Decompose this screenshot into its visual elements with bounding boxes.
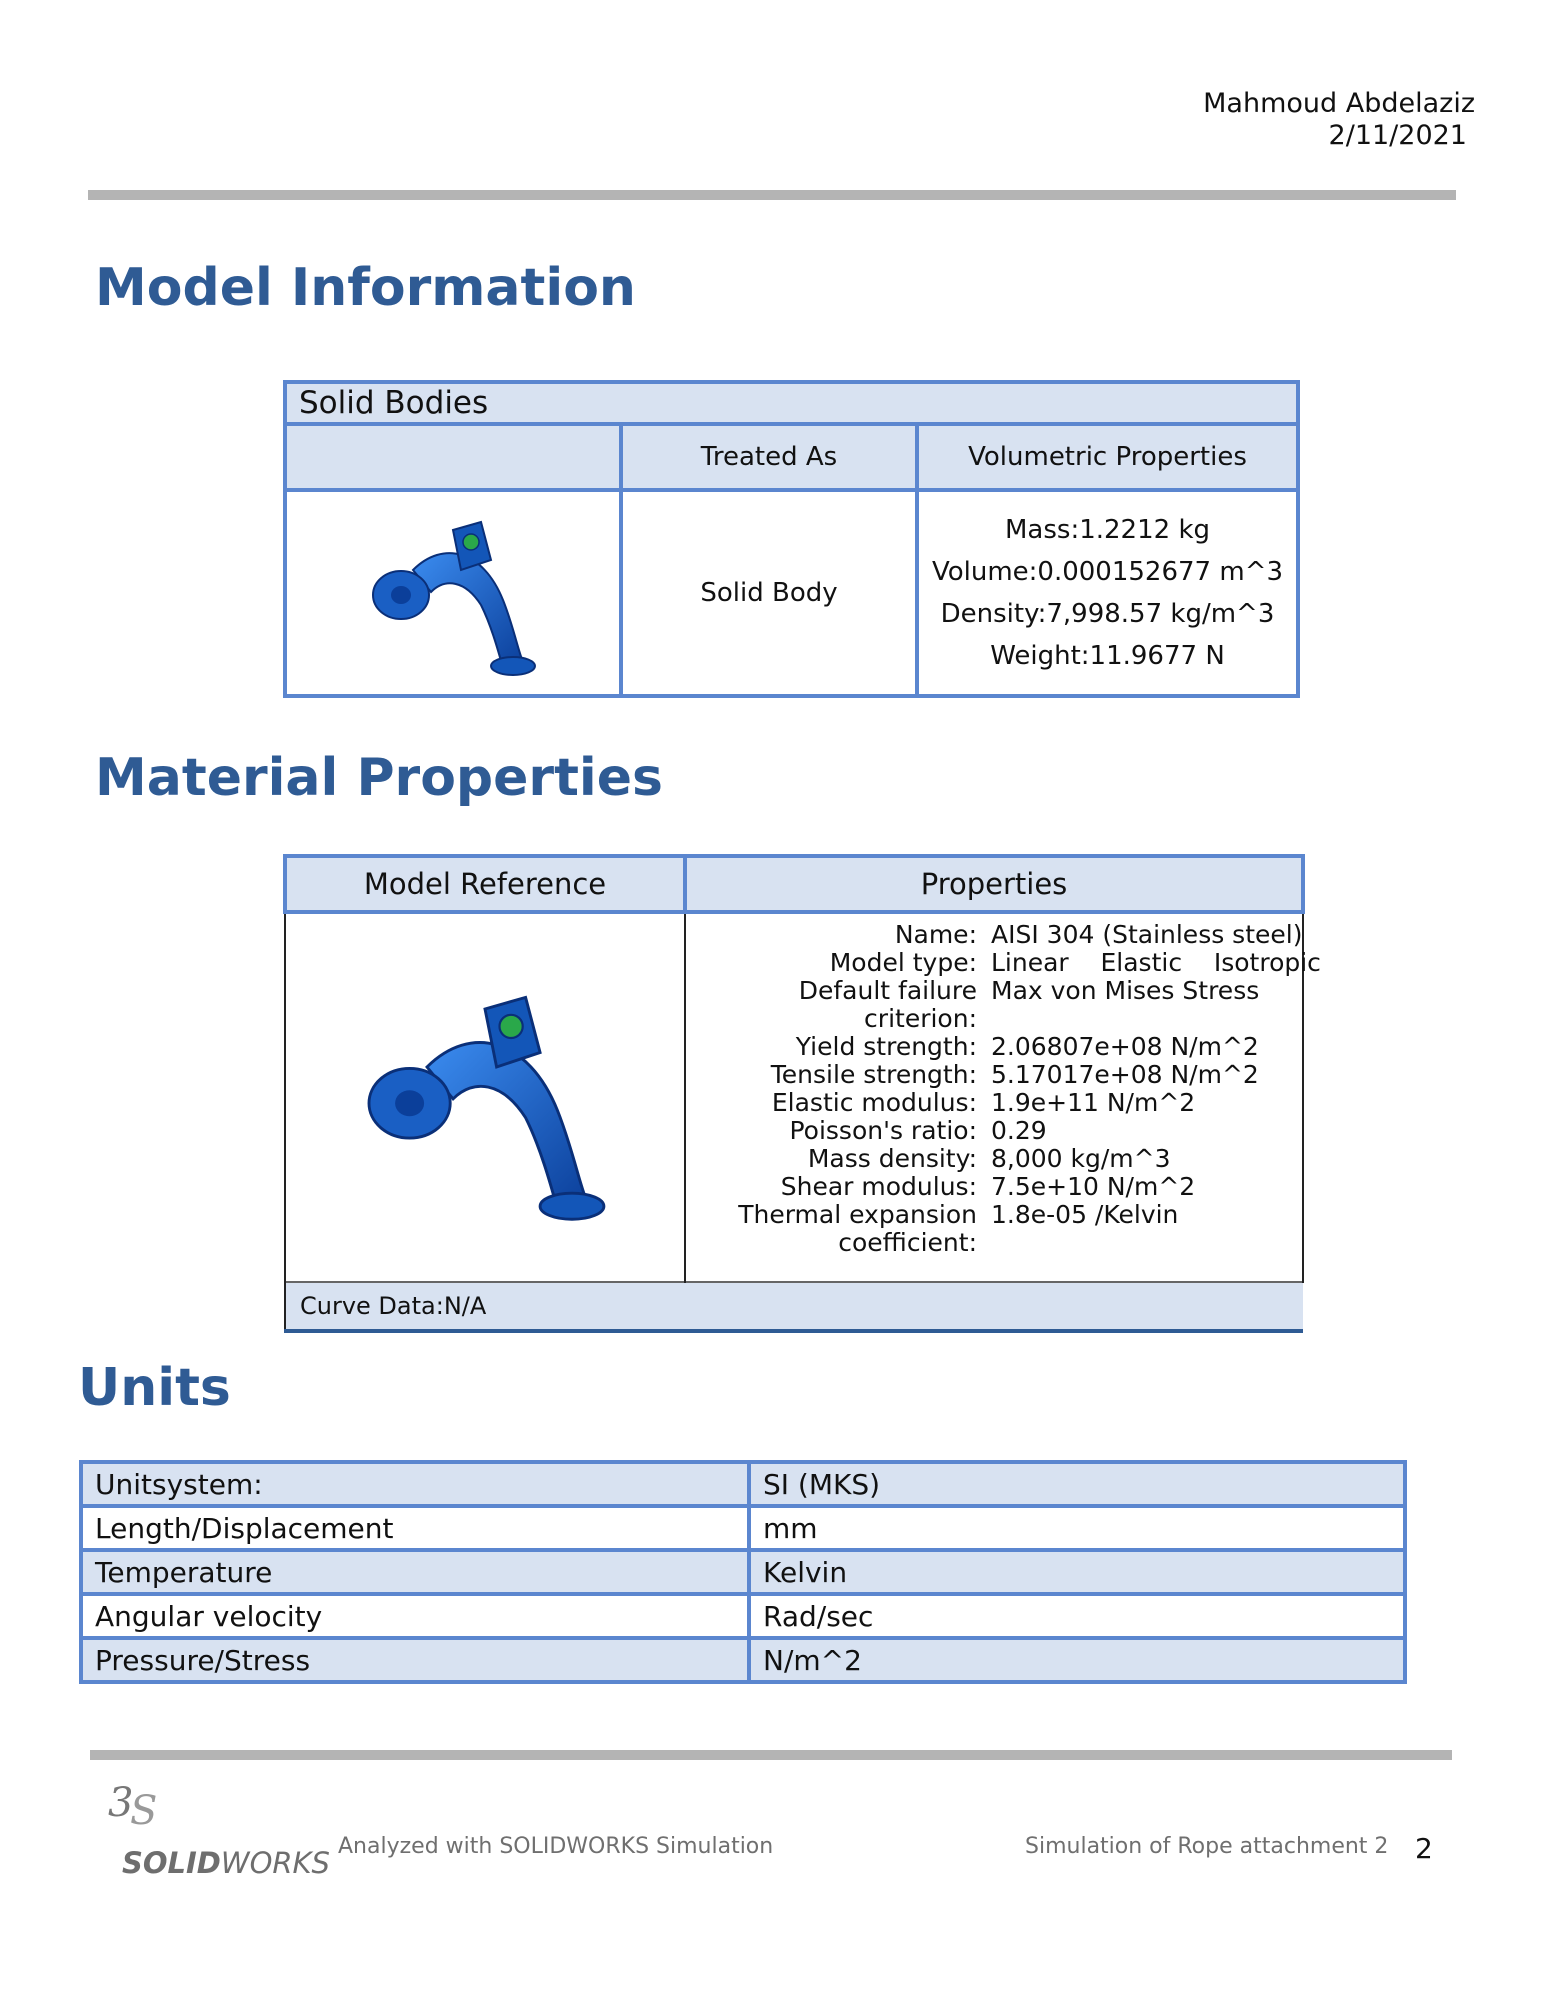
property-label: Elastic modulus: [771,1088,977,1117]
unit-label: Length/Displacement [81,1506,749,1550]
logo-text-light: WORKS [220,1846,330,1880]
property-value: 1.9e+11 N/m^2 [991,1088,1196,1117]
report-author: Mahmoud Abdelaziz [1203,88,1475,119]
col-header-treated-as: Treated As [621,424,917,490]
volume-value: Volume:0.000152677 m^3 [931,557,1284,587]
units-row [81,1550,1405,1594]
property-label: Poisson's ratio: [789,1116,977,1145]
unit-label: Pressure/Stress [81,1638,749,1682]
col-header-volumetric-properties: Volumetric Properties [917,424,1298,490]
unit-label: Temperature [81,1550,749,1594]
density-value: Density:7,998.57 kg/m^3 [940,599,1275,629]
weight-value: Weight:11.9677 N [990,641,1225,671]
svg-text:S: S [130,1788,158,1834]
property-value: 1.8e-05 /Kelvin [991,1200,1179,1229]
solid-body-thumbnail-cell [285,490,621,696]
property-value: 0.29 [991,1116,1047,1145]
properties-list [687,915,1321,1257]
unit-value: SI (MKS) [749,1462,1405,1506]
property-value: Linear Elastic Isotropic [991,948,1321,977]
model-reference-cell [285,912,685,1282]
col-header-properties: Properties [685,856,1303,912]
col-header-model-reference: Model Reference [285,856,685,912]
unit-value: N/m^2 [749,1638,1405,1682]
solidworks-logo [104,1780,330,1890]
unit-label: Unitsystem: [81,1462,749,1506]
property-label: Name: [894,920,977,949]
solidworks-logo-icon [104,1780,164,1840]
property-value: AISI 304 (Stainless steel) [991,920,1303,949]
unit-label: Angular velocity [81,1594,749,1638]
property-value: 8,000 kg/m^3 [991,1144,1171,1173]
property-label: Tensile strength: [770,1060,977,1089]
logo-text-bold: SOLID [122,1846,221,1880]
property-label: Model type: [829,948,977,977]
property-value: 7.5e+10 N/m^2 [991,1172,1196,1201]
unit-value: Rad/sec [749,1594,1405,1638]
section-title-material-properties: Material Properties [95,748,663,808]
section-title-model-information: Model Information [95,258,636,318]
material-properties-table [283,854,1321,1333]
property-label: Mass density: [807,1144,977,1173]
solid-bodies-table [283,380,1300,698]
curve-data: Curve Data:N/A [285,1282,1303,1331]
treated-as-value: Solid Body [621,490,917,696]
section-title-units: Units [78,1358,231,1418]
units-row [81,1462,1405,1506]
page-number: 2 [1415,1832,1433,1865]
part-model-thumbnail [353,500,553,680]
units-row [81,1638,1405,1682]
property-label: Shear modulus: [780,1172,977,1201]
part-model-thumbnail [340,946,630,1246]
property-label: Yield strength: [795,1032,977,1061]
analyzed-with-text: Analyzed with SOLIDWORKS Simulation [338,1834,774,1859]
header-divider [88,190,1456,200]
col-header-body [285,424,621,490]
property-value: 2.06807e+08 N/m^2 [991,1032,1259,1061]
property-label: Default failure criterion: [798,976,977,1033]
units-row [81,1594,1405,1638]
property-value: 5.17017e+08 N/m^2 [991,1060,1259,1089]
footer-divider [90,1750,1452,1760]
study-name: Simulation of Rope attachment 2 [1025,1834,1389,1859]
solid-bodies-caption: Solid Bodies [285,382,1298,424]
svg-text:3: 3 [108,1780,134,1826]
property-value: Max von Mises Stress [991,976,1260,1005]
report-date: 2/11/2021 [1328,120,1467,151]
properties-cell [685,912,1321,1282]
unit-value: Kelvin [749,1550,1405,1594]
unit-value: mm [749,1506,1405,1550]
units-row [81,1506,1405,1550]
units-table [79,1460,1407,1684]
volumetric-properties-cell [917,490,1298,696]
property-label: Thermal expansion coefficient: [738,1200,977,1257]
mass-value: Mass:1.2212 kg [1004,515,1211,545]
